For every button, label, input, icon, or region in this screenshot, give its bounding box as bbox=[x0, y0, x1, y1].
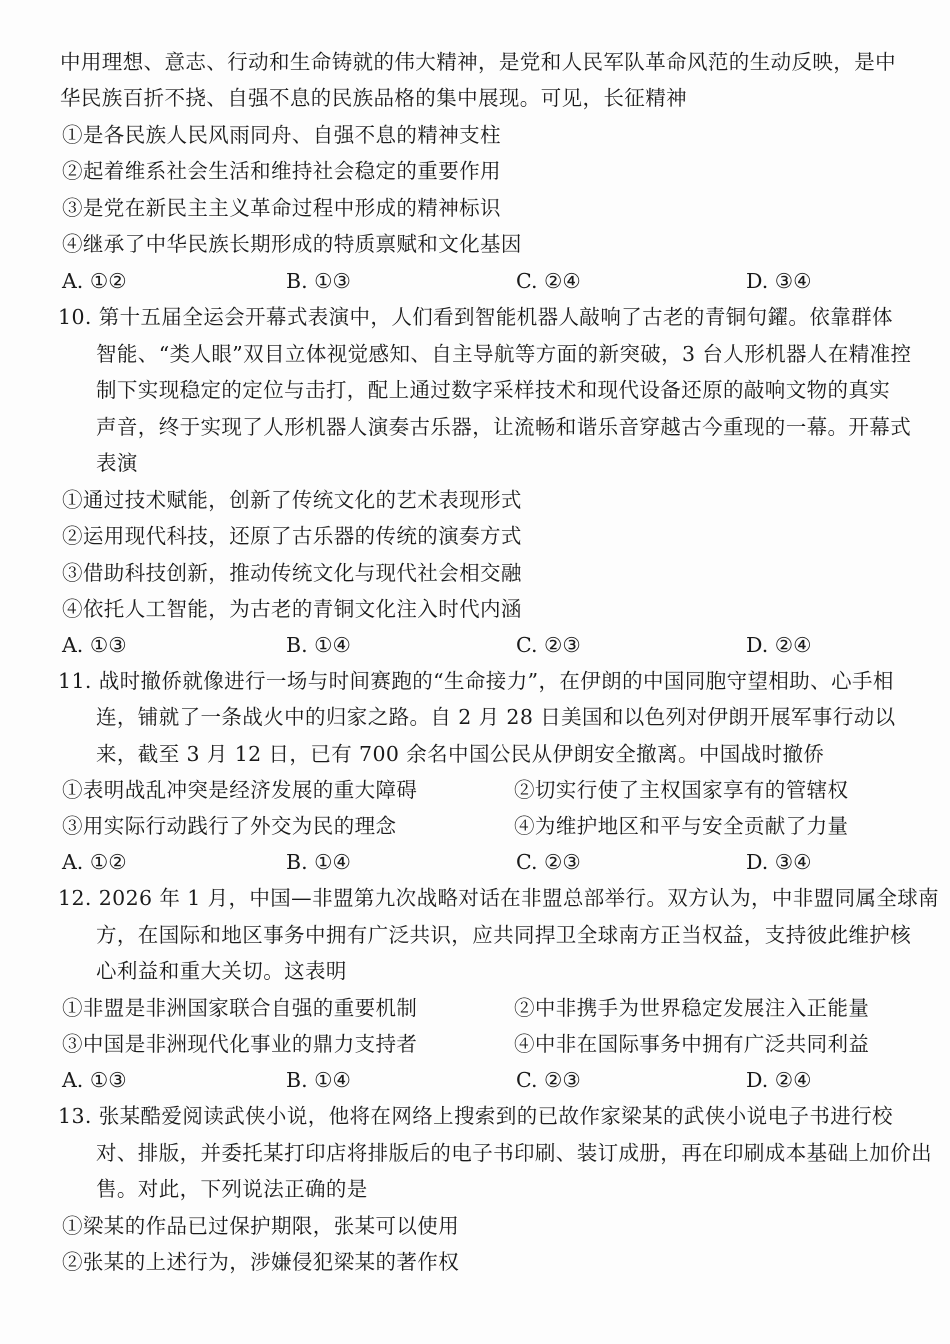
q11-statement-1: ①表明战乱冲突是经济发展的重大障碍 bbox=[62, 778, 418, 802]
q10-text-line-1: 智能、“类人眼”双目立体视觉感知、自主导航等方面的新突破，3 台人形机器人在精准控 bbox=[96, 342, 912, 366]
q10-statement-4: ④依托人工智能，为古老的青铜文化注入时代内涵 bbox=[62, 597, 522, 621]
q10-statement-3: ③借助科技创新，推动传统文化与现代社会相交融 bbox=[62, 561, 522, 585]
q10-heading: 10. 第十五届全运会开幕式表演中，人们看到智能机器人敲响了古老的青铜句鑃。依靠群体 bbox=[58, 305, 893, 329]
q9-statement-4: ④继承了中华民族长期形成的特质禀赋和文化基因 bbox=[62, 232, 522, 256]
q10-option-b: B. ①④ bbox=[286, 633, 351, 657]
q13-heading: 13. 张某酷爱阅读武侠小说，他将在网络上搜索到的已故作家梁某的武侠小说电子书进行校 bbox=[58, 1104, 893, 1128]
q13-statement-2: ②张某的上述行为，涉嫌侵犯梁某的著作权 bbox=[62, 1250, 460, 1274]
q9-statement-2: ②起着维系社会生活和维持社会稳定的重要作用 bbox=[62, 159, 501, 183]
q11-statement-3: ③用实际行动践行了外交为民的理念 bbox=[62, 814, 397, 838]
q11-text-line-1: 连，铺就了一条战火中的归家之路。自 2 月 28 日美国和以色列对伊朗开展军事行动以 bbox=[96, 705, 896, 729]
q9-text-line-2: 华民族百折不挠、自强不息的民族品格的集中展现。可见，长征精神 bbox=[60, 86, 687, 110]
q12-statement-2: ②中非携手为世界稳定发展注入正能量 bbox=[514, 996, 870, 1020]
q9-option-b: B. ①③ bbox=[286, 269, 351, 293]
q13-text-line-1: 对、排版，并委托某打印店将排版后的电子书印刷、装订成册，再在印刷成本基础上加价出 bbox=[96, 1141, 932, 1165]
q12-option-a: A. ①③ bbox=[62, 1068, 127, 1092]
q13-text-line-2: 售。对此，下列说法正确的是 bbox=[96, 1177, 368, 1201]
q10-text-line-3: 声音，终于实现了人形机器人演奏古乐器，让流畅和谐乐音穿越古今重现的一幕。开幕式 bbox=[96, 415, 912, 439]
q9-statement-1: ①是各民族人民风雨同舟、自强不息的精神支柱 bbox=[62, 123, 501, 147]
q11-option-d: D. ③④ bbox=[746, 850, 812, 874]
q10-statement-1: ①通过技术赋能，创新了传统文化的艺术表现形式 bbox=[62, 488, 522, 512]
q10-statement-2: ②运用现代科技，还原了古乐器的传统的演奏方式 bbox=[62, 524, 522, 548]
q12-statement-1: ①非盟是非洲国家联合自强的重要机制 bbox=[62, 996, 418, 1020]
q12-text-line-1: 方，在国际和地区事务中拥有广泛共识，应共同捍卫全球南方正当权益，支持彼此维护核 bbox=[96, 923, 912, 947]
q9-statement-3: ③是党在新民主主义革命过程中形成的精神标识 bbox=[62, 196, 501, 220]
q12-option-d: D. ②④ bbox=[746, 1068, 812, 1092]
q9-option-d: D. ③④ bbox=[746, 269, 812, 293]
q12-statement-3: ③中国是非洲现代化事业的鼎力支持者 bbox=[62, 1032, 418, 1056]
q13-statement-1: ①梁某的作品已过保护期限，张某可以使用 bbox=[62, 1214, 460, 1238]
q11-option-a: A. ①② bbox=[62, 850, 127, 874]
q11-heading: 11. 战时撤侨就像进行一场与时间赛跑的“生命接力”，在伊朗的中国同胞守望相助、心手相 bbox=[58, 669, 894, 693]
q12-statement-4: ④中非在国际事务中拥有广泛共同利益 bbox=[514, 1032, 870, 1056]
q11-statement-2: ②切实行使了主权国家享有的管辖权 bbox=[514, 778, 849, 802]
q9-option-c: C. ②④ bbox=[516, 269, 581, 293]
q12-heading: 12. 2026 年 1 月，中国—非盟第九次战略对话在非盟总部举行。双方认为，中非盟同属全球南 bbox=[58, 886, 940, 910]
q11-option-b: B. ①④ bbox=[286, 850, 351, 874]
q10-option-d: D. ②④ bbox=[746, 633, 812, 657]
q11-option-c: C. ②③ bbox=[516, 850, 581, 874]
q10-option-a: A. ①③ bbox=[62, 633, 127, 657]
q12-option-c: C. ②③ bbox=[516, 1068, 581, 1092]
q10-text-line-2: 制下实现稳定的定位与击打，配上通过数字采样技术和现代设备还原的敲响文物的真实 bbox=[96, 378, 891, 402]
q11-statement-4: ④为维护地区和平与安全贡献了力量 bbox=[514, 814, 849, 838]
q9-text-line-1: 中用理想、意志、行动和生命铸就的伟大精神，是党和人民军队革命风范的生动反映，是中 bbox=[60, 50, 896, 74]
q10-text-line-4: 表演 bbox=[96, 451, 138, 475]
q11-text-line-2: 来，截至 3 月 12 日，已有 700 余名中国公民从伊朗安全撤离。中国战时撤侨 bbox=[96, 742, 825, 766]
q9-option-a: A. ①② bbox=[62, 269, 127, 293]
q10-option-c: C. ②③ bbox=[516, 633, 581, 657]
q12-option-b: B. ①④ bbox=[286, 1068, 351, 1092]
q12-text-line-2: 心利益和重大关切。这表明 bbox=[96, 959, 347, 983]
